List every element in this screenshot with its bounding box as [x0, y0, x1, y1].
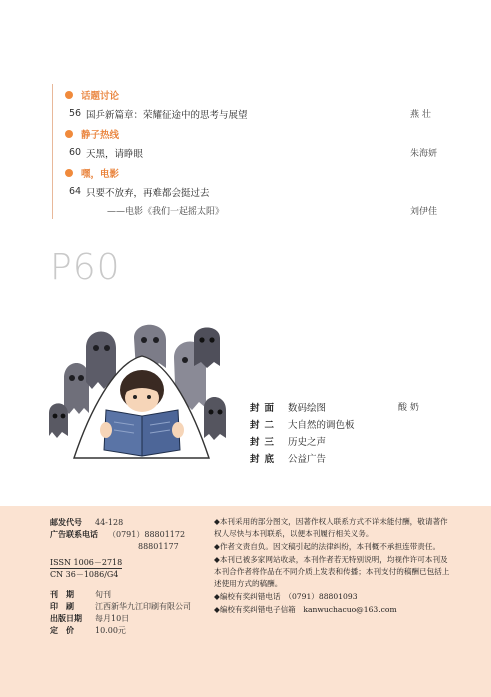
credit-row: [250, 398, 440, 415]
ghost-icon: [49, 403, 68, 438]
publication-info: [0, 506, 491, 697]
toc-section-name: 静子热线: [81, 130, 120, 141]
ad-phone-1[interactable]: （0791）88801172: [108, 529, 186, 539]
credit-value: 历史之声: [288, 436, 327, 448]
bullet-dot-icon: [65, 91, 73, 99]
meta-value: 旬刊: [95, 589, 111, 599]
ghost-icon: [194, 328, 220, 369]
cover-credits: [250, 398, 440, 466]
note-paragraph: ◆本刊采用的部分图文，因著作权人联系方式不详未能付酬，敬请著作权人尽快与本刊联系，以便本刊履行相关义务。: [214, 517, 448, 538]
toc-item[interactable]: [69, 104, 442, 123]
postal-code-label: 邮发代号: [50, 517, 82, 527]
publication-details: [50, 516, 210, 636]
ad-phone-row: [50, 528, 210, 540]
publication-meta: [50, 588, 210, 636]
meta-value: 江西新华九江印刷有限公司: [95, 601, 191, 611]
issn-block: [50, 557, 210, 580]
issn-number: ISSN 1006－2718: [50, 558, 123, 567]
toc-section: [69, 125, 442, 143]
postal-code: 44-128: [95, 517, 124, 527]
ghost-icon: [204, 397, 226, 440]
toc-title: 国乒新篇章：荣耀征途中的思考与展望: [86, 109, 248, 121]
credit-value: 公益广告: [288, 453, 327, 465]
toc-page-number: 60: [69, 147, 82, 158]
toc-page-number: 56: [69, 108, 82, 119]
meta-label: 刊 期: [50, 589, 74, 599]
ad-phone-2[interactable]: 88801177: [138, 541, 179, 551]
credit-label: 封二: [250, 419, 280, 431]
meta-row: [50, 612, 210, 624]
toc-author: 燕 壮: [410, 110, 431, 120]
credit-row: [250, 449, 440, 466]
credit-label: 封三: [250, 436, 280, 448]
credit-value: 数码绘图: [288, 402, 327, 414]
publication-notes: [214, 516, 450, 617]
meta-label: 出版日期: [50, 613, 82, 623]
ad-phone-label: 广告联系电话: [50, 529, 98, 539]
meta-row: [50, 600, 210, 612]
credit-author: 酸 奶: [398, 403, 419, 413]
table-of-contents: [52, 84, 442, 219]
meta-row: [50, 588, 210, 600]
note-paragraph: ◆本刊已被多家网站收录，本刊作者若无特别说明，均视作许可本刊及本刊合作者将作品在不同介质上发表和传播；本刊支付的稿酬已包括上述使用方式的稿酬。: [214, 555, 450, 588]
toc-page-number: 64: [69, 186, 82, 197]
meta-label: 印 刷: [50, 601, 74, 611]
ad-phone-row-2: [50, 540, 210, 552]
note-phone[interactable]: ◆编校有奖纠错电话 （0791）88801093: [214, 592, 358, 601]
credit-label: 封面: [250, 402, 280, 414]
toc-title: 天黑，请睁眼: [86, 148, 144, 160]
cover-illustration: [44, 318, 234, 468]
toc-subtitle: [69, 201, 442, 219]
toc-item[interactable]: [69, 182, 442, 201]
toc-section-name: 话题讨论: [81, 91, 120, 102]
bullet-dot-icon: [65, 169, 73, 177]
bullet-dot-icon: [65, 130, 73, 138]
cn-number: CN 36－1086/G4: [50, 570, 119, 579]
toc-section: [69, 164, 442, 182]
toc-title: 只要不放弃，再难都会挺过去: [86, 187, 210, 199]
credit-row: [250, 432, 440, 449]
toc-item[interactable]: [69, 143, 442, 162]
credit-value: 大自然的调色板: [288, 419, 355, 431]
book-icon: [100, 410, 184, 456]
note-paragraph: ◆作者文责自负。因文稿引起的法律纠纷，本刊概不承担连带责任。: [214, 542, 441, 551]
meta-value: 10.00元: [95, 625, 126, 635]
credit-row: [250, 415, 440, 432]
page-label: P60: [50, 247, 121, 288]
toc-author: 刘伊佳: [410, 206, 438, 217]
postal-code-row: [50, 516, 210, 528]
toc-section: [69, 86, 442, 104]
meta-label: 定 价: [50, 625, 74, 635]
note-email[interactable]: ◆编校有奖纠错电子信箱 kanwuchacuo@163.com: [214, 605, 397, 614]
meta-value: 每月10日: [95, 613, 130, 623]
credit-label: 封底: [250, 453, 280, 465]
toc-subtitle-text: ——电影《我们一起摇太阳》: [107, 206, 225, 217]
toc-author: 朱海妍: [410, 149, 438, 159]
meta-row: [50, 624, 210, 636]
toc-section-name: 嘿，电影: [81, 169, 120, 180]
ghost-icon: [64, 363, 89, 414]
